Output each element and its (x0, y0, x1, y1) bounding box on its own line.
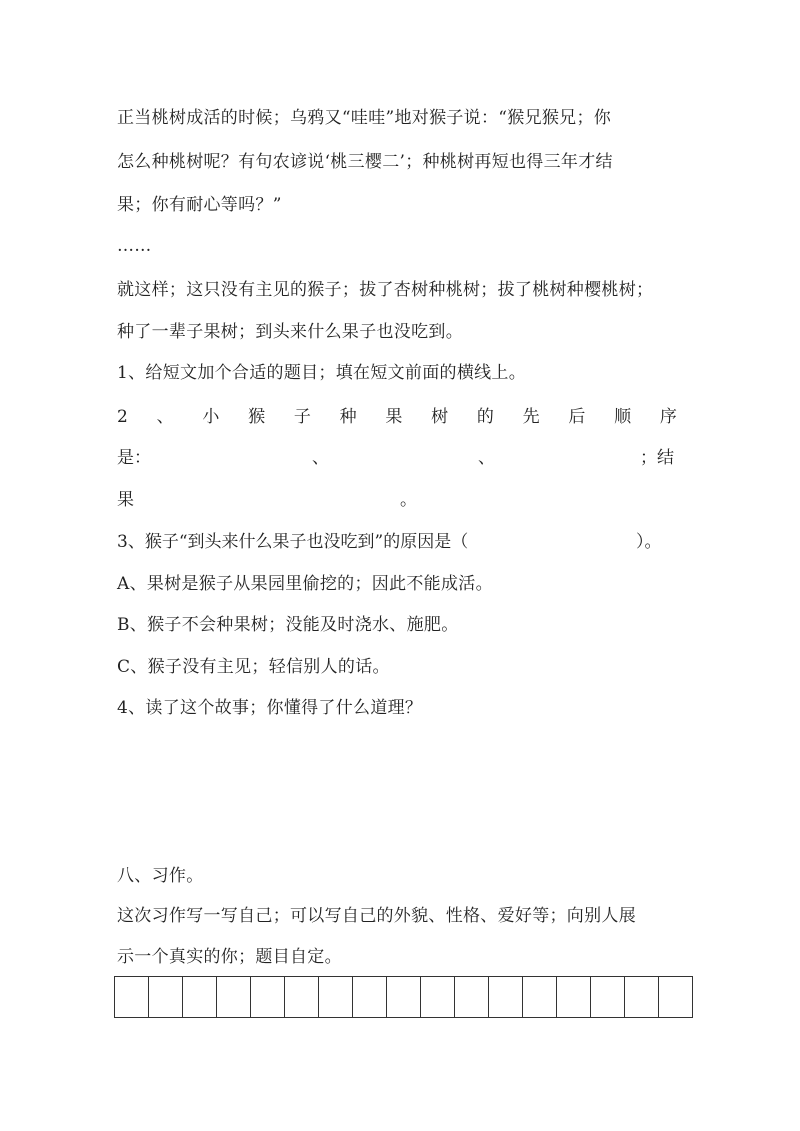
q2-separator: 、 (478, 448, 495, 468)
q2-char: 猴 (248, 407, 266, 427)
writing-grid-cell[interactable] (183, 976, 217, 1018)
ellipsis: …… (117, 236, 152, 256)
q2-line2-start: 是： (117, 448, 151, 468)
passage-line: 怎么种桃树呢？有句农谚说‘桃三樱二’；种桃树再短也得三年才结 (117, 152, 613, 172)
section-heading: 八、习作。 (117, 866, 204, 886)
option-c: C、猴子没有主见；轻信别人的话。 (117, 657, 390, 677)
question-1: 1、给短文加个合适的题目；填在短文前面的横线上。 (117, 363, 527, 383)
question-4: 4、读了这个故事；你懂得了什么道理？ (117, 698, 423, 718)
writing-grid-cell[interactable] (353, 976, 387, 1018)
q2-char: 果 (385, 407, 403, 427)
writing-grid-cell[interactable] (591, 976, 625, 1018)
option-b: B、猴子不会种果树；没能及时浇水、施肥。 (117, 615, 459, 635)
writing-grid-cell[interactable] (387, 976, 421, 1018)
writing-grid-cell[interactable] (115, 976, 149, 1018)
question-3-close: ）。 (636, 532, 662, 552)
passage-line: 正当桃树成活的时候；乌鸦又“哇哇”地对猴子说：“猴兄猴兄；你 (117, 108, 612, 128)
writing-grid (114, 976, 693, 1018)
writing-grid-cell[interactable] (285, 976, 319, 1018)
writing-grid-cell[interactable] (149, 976, 183, 1018)
writing-grid-cell[interactable] (523, 976, 557, 1018)
writing-grid-cell[interactable] (557, 976, 591, 1018)
passage-line: 果；你有耐心等吗？” (117, 195, 282, 215)
writing-grid-cell[interactable] (455, 976, 489, 1018)
writing-prompt: 这次习作写一写自己；可以写自己的外貌、性格、爱好等；向别人展 (117, 906, 636, 926)
question-2-line1 (117, 405, 677, 429)
writing-grid-cell[interactable] (251, 976, 285, 1018)
option-a: A、果树是猴子从果园里偷挖的；因此不能成活。 (117, 574, 493, 594)
q2-char: 后 (568, 407, 586, 427)
q2-char: 子 (293, 407, 311, 427)
writing-grid-cell[interactable] (217, 976, 251, 1018)
writing-grid-cell[interactable] (659, 976, 693, 1018)
passage-line: 种了一辈子果树；到头来什么果子也没吃到。 (117, 322, 463, 342)
writing-prompt: 示一个真实的你；题目自定。 (117, 947, 342, 967)
writing-grid-cell[interactable] (421, 976, 455, 1018)
q2-char: 小 (202, 407, 220, 427)
q2-char: 2 (117, 407, 128, 427)
q2-separator: 、 (312, 448, 329, 468)
writing-grid-cell[interactable] (319, 976, 353, 1018)
q2-char: 先 (522, 407, 540, 427)
passage-line: 就这样；这只没有主见的猴子；拔了杏树种桃树；拔了桃树种樱桃树； (117, 280, 654, 300)
q2-char: 序 (659, 407, 677, 427)
writing-grid-cell[interactable] (489, 976, 523, 1018)
q2-char: 的 (476, 407, 494, 427)
q2-char: 、 (156, 407, 174, 427)
writing-grid-cell[interactable] (625, 976, 659, 1018)
q2-line2-end: ；结 (640, 448, 674, 468)
q2-char: 种 (339, 407, 357, 427)
question-3: 3、猴子“到头来什么果子也没吃到”的原因是（ (117, 532, 469, 552)
q2-line3-end: 。 (400, 490, 417, 510)
q2-char: 顺 (614, 407, 632, 427)
q2-char: 树 (431, 407, 449, 427)
q2-line3-start: 果 (117, 490, 134, 510)
